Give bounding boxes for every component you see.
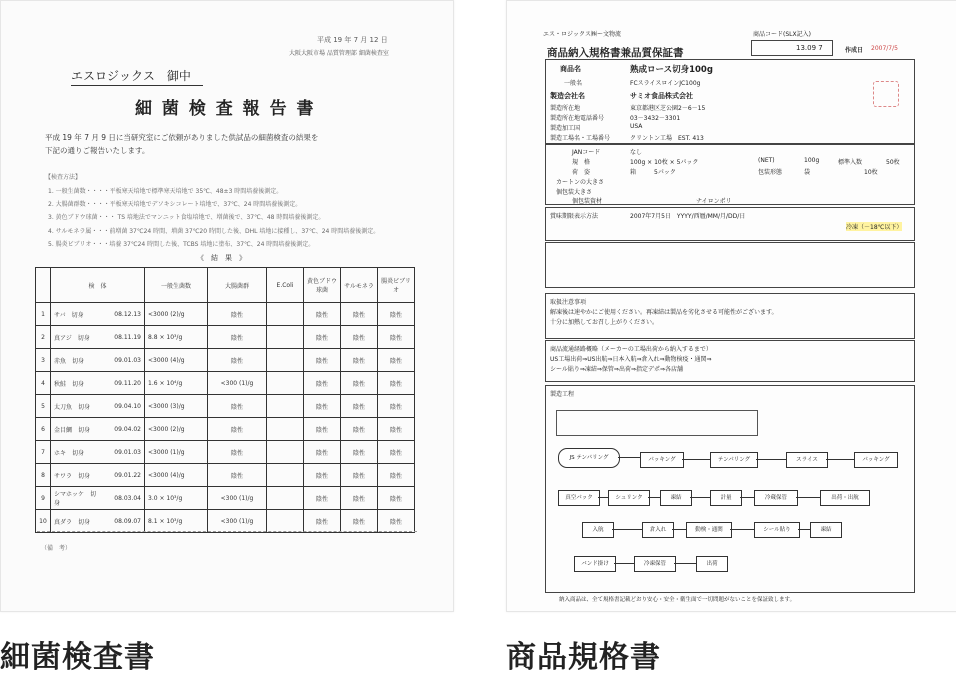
coliform-result: 陰性	[208, 326, 267, 349]
vibrio-result: 陰性	[378, 464, 415, 487]
bacteria-report-document	[0, 0, 454, 612]
bacteria-count: <3000 (1)/g	[145, 441, 208, 464]
flow-arrow	[756, 459, 786, 460]
divider	[37, 531, 417, 532]
ecoli-result	[267, 441, 304, 464]
coliform-result: 陰性	[208, 349, 267, 372]
net-value: 100g	[804, 157, 820, 164]
flow-step-1: JS テンパリング	[558, 448, 620, 468]
table-row	[36, 326, 415, 349]
expiry-format: 2007年7月5日 YYYY/西暦/MM/月/DD/日	[630, 213, 746, 220]
salmonella-result: 陰性	[341, 487, 378, 510]
product-name: 熟成ロース切身100g	[630, 65, 713, 75]
coliform-result: 陰性	[208, 464, 267, 487]
report-intro-line1: 平成 19 年 7 月 9 日に当研究室にご依頼がありました供試品の細菌検査の結果を	[45, 133, 319, 142]
ecoli-result	[267, 349, 304, 372]
bacteria-count: <3000 (3)/g	[145, 395, 208, 418]
method-3: 3. 黄色ブドウ球菌・・・ TS 培地法でマンニット食塩培地で、増菌後で、37℃、48 時間培養後測定。	[48, 214, 325, 221]
results-body	[36, 303, 415, 533]
salmonella-result: 陰性	[341, 303, 378, 326]
process-heading: 製造工程	[550, 391, 575, 398]
caption-bacteria-report: 細菌検査書	[0, 640, 155, 675]
case-count: 50枚	[886, 159, 900, 166]
bacteria-count: 8.8 × 10³/g	[145, 326, 208, 349]
flow-step-18: 冷凍保管	[634, 556, 676, 572]
flow-step-9: 計量	[710, 490, 742, 506]
salmonella-result: 陰性	[341, 395, 378, 418]
spec-block-product	[545, 59, 915, 145]
phone-label: 製造所在地電話番号	[550, 115, 605, 122]
salmonella-result: 陰性	[341, 326, 378, 349]
report-issuer: 大阪大阪市場 品質管理部 細菌検査室	[289, 50, 389, 57]
sample-name: 真ダラ 切身	[51, 510, 105, 533]
bacteria-count: 1.6 × 10⁴/g	[145, 372, 208, 395]
spec-created-label: 作成日	[845, 47, 864, 54]
results-table	[35, 267, 415, 533]
flow-step-14: 動検・通関	[686, 522, 732, 538]
row-number: 6	[36, 418, 51, 441]
row-number: 10	[36, 510, 51, 533]
bacteria-count: 8.1 × 10³/g	[145, 510, 208, 533]
salmonella-result: 陰性	[341, 441, 378, 464]
method-5: 5. 腸炎ビブリオ・・・培養 37℃24 時間した後、TCBS 培地に塗布、37℃、24 時間培養後測定。	[48, 241, 315, 248]
table-row	[36, 487, 415, 510]
product-name-label: 商品名	[560, 65, 581, 73]
flow-arrow	[796, 497, 820, 498]
coliform-result: 陰性	[208, 418, 267, 441]
caption-product-spec: 商品規格書	[506, 640, 661, 675]
maker-name: サミオ食品株式会社	[630, 92, 693, 100]
packaging-label: 個包装資材	[572, 198, 603, 205]
method-2: 2. 大腸菌群数・・・・平板寒天培地でデソキシコレート培地で、37℃、24 時間培養後測定。	[48, 201, 302, 208]
handling-text-1: 解凍後は速やかにご使用ください。再凍結は製品を劣化させる可能性がございます。	[550, 309, 778, 316]
method-heading: 【検査方法】	[45, 174, 82, 181]
row-number: 8	[36, 464, 51, 487]
flow-step-15: シール貼り	[754, 522, 800, 538]
spec-block-process	[545, 385, 915, 593]
address: 東京都港区芝公園2－6－15	[630, 105, 706, 112]
table-row	[36, 418, 415, 441]
ecoli-result	[267, 510, 304, 533]
flow-arrow	[672, 529, 686, 530]
vibrio-result: 陰性	[378, 418, 415, 441]
flow-arrow	[598, 497, 608, 498]
sample-name: 秋鮭 切身	[51, 372, 105, 395]
row-number: 2	[36, 326, 51, 349]
spec-footer: 納入商品は、全て規格書記載どおり安心・安全・衛生面で一切問題がないことを保証致します。	[559, 597, 796, 603]
factory-label: 製造工場名・工場番号	[550, 135, 611, 142]
sample-date: 08.09.07	[104, 510, 144, 533]
product-spec-document	[506, 0, 956, 612]
col-no	[36, 268, 51, 303]
carton-label: カートンの大きさ	[556, 179, 605, 186]
jan-code: なし	[630, 149, 643, 156]
sample-date: 08.12.13	[104, 303, 144, 326]
report-intro-line2: 下記の通りご報告いたします。	[45, 146, 150, 155]
coliform-result: 陰性	[208, 441, 267, 464]
sample-date: 09.01.22	[104, 464, 144, 487]
report-remarks: （備 考）	[41, 545, 72, 552]
flow-arrow	[614, 563, 634, 564]
maker-label: 製造会社名	[550, 92, 585, 100]
table-row	[36, 349, 415, 372]
phone: 03－3432－3301	[630, 115, 681, 122]
flow-arrow	[826, 459, 854, 460]
vibrio-result: 陰性	[378, 441, 415, 464]
sample-date: 08.03.04	[104, 487, 144, 510]
staph-result: 陰性	[304, 510, 341, 533]
flow-step-13: 倉入れ	[642, 522, 674, 538]
factory: クリントン工場 EST. 413	[630, 135, 704, 142]
salmonella-result: 陰性	[341, 510, 378, 533]
flow-arrow	[690, 497, 710, 498]
flow-step-5: パッキング	[854, 452, 898, 468]
vibrio-result: 陰性	[378, 326, 415, 349]
row-number: 4	[36, 372, 51, 395]
route-heading: 商品流通経路概略（メーカーの工場出荷から納入するまで）	[550, 346, 712, 353]
sample-name: 金目鯛 切身	[51, 418, 105, 441]
bacteria-count: <3000 (4)/g	[145, 464, 208, 487]
staph-result: 陰性	[304, 395, 341, 418]
flow-arrow	[730, 529, 754, 530]
spec-block-handling	[545, 293, 915, 339]
jan-label: JANコード	[572, 149, 601, 156]
col-vibrio: 腸炎ビブリオ	[378, 268, 415, 303]
handling-heading: 取扱注意事項	[550, 299, 587, 306]
coliform-result: 陰性	[208, 395, 267, 418]
salmonella-result: 陰性	[341, 464, 378, 487]
table-row	[36, 303, 415, 326]
flow-arrow	[648, 497, 660, 498]
generic-name-label: 一般名	[564, 80, 583, 87]
staph-result: 陰性	[304, 487, 341, 510]
flow-step-4: スライス	[786, 452, 828, 468]
bacteria-count: <3000 (2)/g	[145, 303, 208, 326]
vibrio-result: 陰性	[378, 303, 415, 326]
sample-name: 赤魚 切身	[51, 349, 105, 372]
flow-arrow	[798, 529, 810, 530]
size-label: 規 格	[572, 159, 591, 166]
vibrio-result: 陰性	[378, 510, 415, 533]
flow-step-16: 凍結	[810, 522, 842, 538]
generic-name: FCスライスロインJC100g	[630, 80, 701, 87]
method-1: 1. 一般生菌数・・・・平板寒天培地で標準寒天培地で 35℃、48±3 時間培養後測定。	[48, 188, 283, 195]
staph-result: 陰性	[304, 372, 341, 395]
staph-result: 陰性	[304, 464, 341, 487]
flow-step-7: シュリンク	[608, 490, 650, 506]
ecoli-result	[267, 372, 304, 395]
pack-form: 袋	[804, 169, 811, 176]
row-number: 7	[36, 441, 51, 464]
sample-name: 太刀魚 切身	[51, 395, 105, 418]
table-row	[36, 441, 415, 464]
flow-arrow	[740, 497, 754, 498]
sample-date: 09.11.20	[104, 372, 144, 395]
coliform-result: <300 (1)/g	[208, 372, 267, 395]
col-ecoli: E.Coli	[267, 268, 304, 303]
route-line-1: US工場出荷⇒US出航⇒日本入航⇒倉入れ⇒動物検疫・通関⇒	[550, 356, 712, 363]
route-line-2: シール貼り⇒凍結⇒保管⇒出荷⇒指定デポ⇒各店舗	[550, 366, 684, 373]
pack-style: 箱	[630, 169, 637, 176]
salmonella-result: 陰性	[341, 372, 378, 395]
row-number: 1	[36, 303, 51, 326]
spec-product-code-label: 商品コード(SLX記入)	[753, 31, 811, 38]
spec-code-value: 13.09 7	[796, 44, 823, 52]
bacteria-count: 3.0 × 10³/g	[145, 487, 208, 510]
packaging: ナイロンポリ	[696, 198, 732, 205]
report-date: 平成 19 年 7 月 12 日	[317, 36, 388, 44]
vibrio-result: 陰性	[378, 395, 415, 418]
method-4: 4. サルモネラ属・・・前増菌 37℃24 時間、増菌 37℃20 時間した後、DHL 培地に接種し、37℃、24 時間培養後測定。	[48, 228, 380, 235]
results-header-row	[36, 268, 415, 303]
table-row	[36, 395, 415, 418]
process-note-box	[556, 410, 758, 436]
col-coliform: 大腸菌群	[208, 268, 267, 303]
expiry-label: 賞味期限表示方法	[550, 213, 599, 220]
ecoli-result	[267, 395, 304, 418]
ecoli-result	[267, 464, 304, 487]
sample-date: 09.01.03	[104, 349, 144, 372]
sample-name: 真アジ 切身	[51, 326, 105, 349]
spec-company-header: エス・ロジックス㈱ー文物流	[543, 31, 621, 38]
staph-result: 陰性	[304, 303, 341, 326]
spec-block-bacteria	[545, 242, 915, 288]
bacteria-count: <3000 (2)/g	[145, 418, 208, 441]
report-addressee: エスロジックス 御中	[71, 67, 203, 86]
flow-arrow	[612, 529, 642, 530]
ecoli-result	[267, 418, 304, 441]
spec-code-box	[751, 40, 833, 56]
col-sample: 検 体	[51, 268, 145, 303]
bacteria-count: <3000 (4)/g	[145, 349, 208, 372]
sample-date: 09.01.03	[104, 441, 144, 464]
coliform-result: <300 (1)/g	[208, 510, 267, 533]
sample-name: シマホッケ 切身	[51, 487, 105, 510]
staph-result: 陰性	[304, 441, 341, 464]
spec-block-route	[545, 340, 915, 382]
row-number: 3	[36, 349, 51, 372]
salmonella-result: 陰性	[341, 349, 378, 372]
flow-arrow	[618, 457, 640, 458]
salmonella-result: 陰性	[341, 418, 378, 441]
row-number: 5	[36, 395, 51, 418]
table-row	[36, 372, 415, 395]
sample-date: 08.11.19	[104, 326, 144, 349]
sample-name: ホキ 切身	[51, 441, 105, 464]
flow-step-3: テンパリング	[710, 452, 758, 468]
storage-temp: 冷凍（－18℃以下）	[846, 224, 903, 231]
row-number: 9	[36, 487, 51, 510]
flow-step-19: 出荷	[696, 556, 728, 572]
flow-step-6: 真空パック	[558, 490, 600, 506]
sample-date: 09.04.10	[104, 395, 144, 418]
country-label: 製造加工国	[550, 125, 581, 132]
net-label: (NET)	[758, 157, 775, 164]
flow-step-12: 入航	[582, 522, 614, 538]
flow-step-2: パッキング	[640, 452, 684, 468]
country: USA	[630, 123, 643, 130]
spec-title: 商品納入規格書兼品質保証書	[547, 47, 684, 59]
pack-unit: 5パック	[654, 169, 676, 176]
results-heading: 《 結 果 》	[197, 254, 246, 262]
ecoli-result	[267, 487, 304, 510]
table-row	[36, 510, 415, 533]
vibrio-result: 陰性	[378, 487, 415, 510]
staph-result: 陰性	[304, 326, 341, 349]
flow-step-10: 冷蔵保管	[754, 490, 798, 506]
box-label: 個包装大きさ	[556, 189, 593, 196]
vibrio-result: 陰性	[378, 372, 415, 395]
ecoli-result	[267, 303, 304, 326]
staph-result: 陰性	[304, 349, 341, 372]
case-count-label: 標準入数	[838, 159, 863, 166]
coliform-result: <300 (1)/g	[208, 487, 267, 510]
spec-created-date: 2007/7/5	[871, 45, 898, 52]
vibrio-result: 陰性	[378, 349, 415, 372]
flow-arrow	[674, 563, 696, 564]
flow-step-17: バンド掛け	[574, 556, 616, 572]
sample-name: サワラ 切身	[51, 464, 105, 487]
spec-block-packaging	[545, 143, 915, 205]
address-label: 製造所在地	[550, 105, 581, 112]
report-title: 細 菌 検 査 報 告 書	[135, 99, 316, 119]
sample-name: サバ 切身	[51, 303, 105, 326]
col-count: 一般生菌数	[145, 268, 208, 303]
pack-qty: 10枚	[864, 169, 878, 176]
sample-date: 09.04.02	[104, 418, 144, 441]
col-salmonella: サルモネラ	[341, 268, 378, 303]
flow-step-11: 出荷・出航	[820, 490, 870, 506]
pack-label: 荷 姿	[572, 169, 591, 176]
col-staph: 黄色ブドウ球菌	[304, 268, 341, 303]
spec-block-expiry	[545, 207, 915, 241]
pack-form-label: 包装形態	[758, 169, 783, 176]
staph-result: 陰性	[304, 418, 341, 441]
handling-text-2: 十分に加熱してお召し上がりください。	[550, 319, 659, 326]
coliform-result: 陰性	[208, 303, 267, 326]
size-spec: 100g × 10枚 × 5パック	[630, 159, 699, 166]
ecoli-result	[267, 326, 304, 349]
flow-step-8: 凍結	[660, 490, 692, 506]
flow-arrow	[682, 459, 710, 460]
table-row	[36, 464, 415, 487]
